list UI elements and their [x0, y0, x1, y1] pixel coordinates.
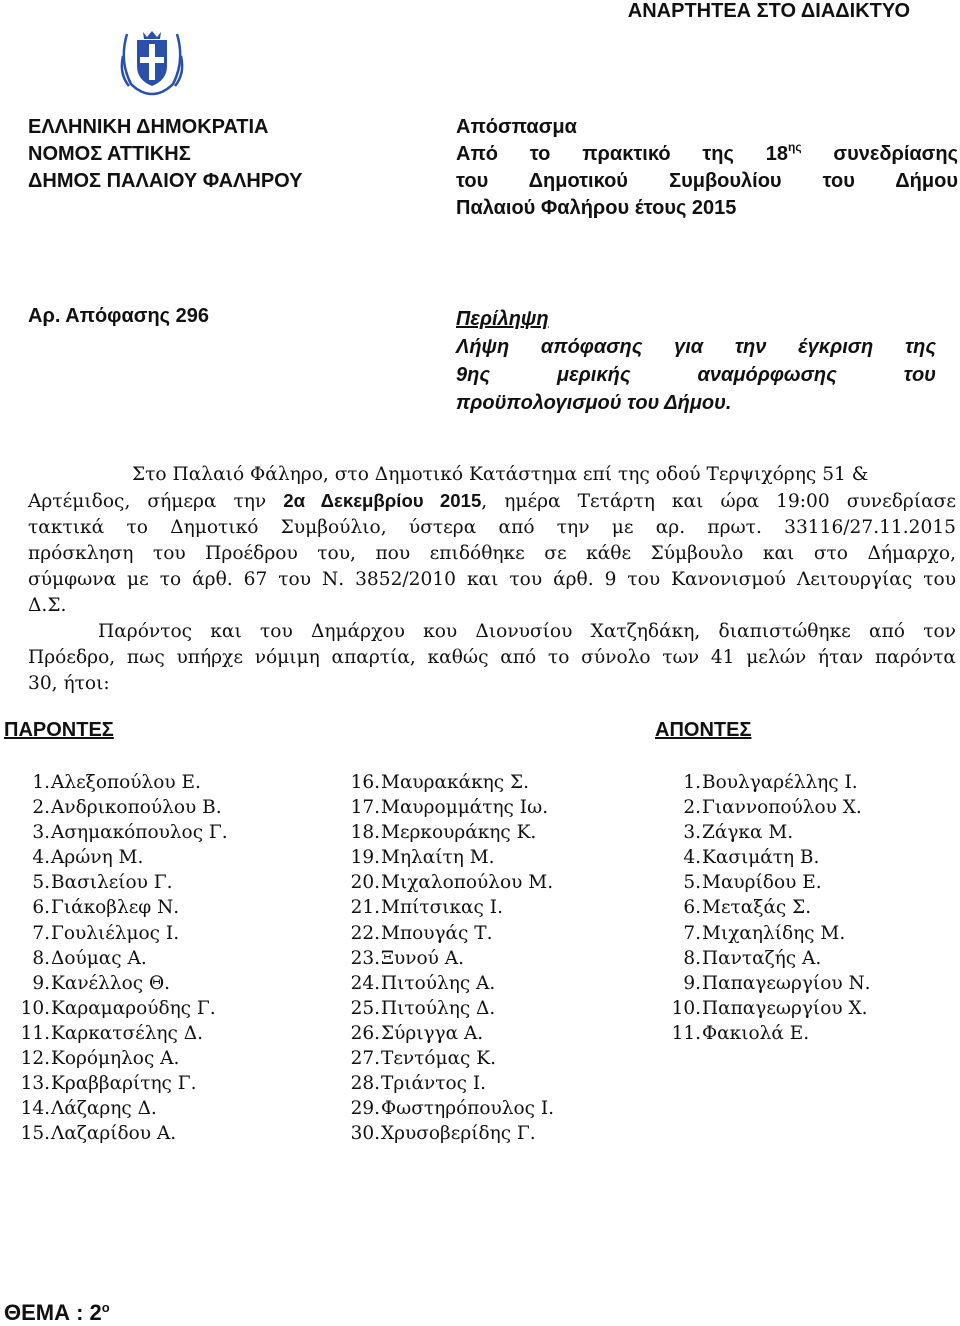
member-item	[16, 921, 228, 946]
extract-line: του Δημοτικού Συμβουλίου του Δήμου	[456, 170, 958, 192]
member-name: Πανταζής Α.	[702, 947, 822, 969]
member-number: 27.	[350, 1048, 380, 1070]
member-number: 20.	[350, 872, 380, 894]
member-number: 5.	[32, 872, 50, 894]
member-number: 12.	[20, 1048, 50, 1070]
member-name: Ξυνού Α.	[381, 947, 465, 969]
member-number: 9.	[32, 972, 50, 994]
member-name: Μηλαίτη Μ.	[381, 847, 495, 869]
member-name: Μπίτσικας Ι.	[381, 897, 503, 919]
member-item	[16, 870, 228, 895]
member-item	[346, 946, 554, 971]
member-item	[667, 795, 871, 820]
member-item	[346, 1021, 554, 1046]
member-name: Γιαννοπούλου Χ.	[702, 797, 862, 819]
member-number: 14.	[20, 1098, 50, 1120]
member-item	[346, 1071, 554, 1096]
member-name: Γιάκοβλεφ Ν.	[51, 897, 180, 919]
member-item	[346, 795, 554, 820]
member-name: Μπουγάς Τ.	[381, 922, 493, 944]
body-line: 30, ήτοι:	[28, 673, 110, 694]
member-item	[16, 770, 228, 795]
body-line: Στο Παλαιό Φάληρο, στο Δημοτικό Κατάστημα επί της οδού Τερψιχόρης 51 &	[132, 464, 869, 485]
member-number: 11.	[671, 1022, 701, 1044]
member-name: Βασιλείου Γ.	[51, 872, 173, 894]
member-number: 16.	[350, 772, 380, 793]
body-line: πρόσκληση του Προέδρου του, που επιδόθηκε σε κάθε Σύμβουλο και στο Δήμαρχο,	[28, 543, 956, 564]
ordinal-suffix: ο	[101, 1300, 110, 1315]
member-item	[346, 996, 554, 1021]
member-item	[16, 946, 228, 971]
member-name: Καρκατσέλης Δ.	[51, 1022, 203, 1044]
member-number: 10.	[20, 997, 50, 1019]
extract-line	[456, 141, 958, 168]
member-item	[16, 895, 228, 920]
summary-line: Λήψη απόφασης για την έγκριση της	[456, 336, 936, 358]
present-heading: ΠΑΡΟΝΤΕΣ	[4, 719, 114, 741]
member-name: Ασημακόπουλος Γ.	[51, 822, 228, 844]
summary-title: Περίληψη	[456, 308, 549, 330]
member-number: 19.	[350, 847, 380, 869]
body-line: τακτικά το Δημοτικό Συμβούλιο, ύστερα από την με αρ. πρωτ. 33116/27.11.2015	[28, 517, 956, 538]
member-number: 3.	[683, 822, 701, 844]
member-item	[667, 946, 871, 971]
authority-line: ΕΛΛΗΝΙΚΗ ΔΗΜΟΚΡΑΤΙΑ	[28, 116, 269, 138]
member-item	[346, 820, 554, 845]
publication-label: ΑΝΑΡΤΗΤΕΑ ΣΤΟ ΔΙΑΔΙΚΤΥΟ	[627, 0, 910, 22]
member-name: Καραμαρούδης Γ.	[51, 997, 216, 1019]
body-line: Δ.Σ.	[28, 595, 67, 616]
member-item	[16, 1071, 228, 1096]
member-name: Ζάγκα Μ.	[702, 822, 794, 844]
member-item	[667, 971, 871, 996]
member-name: Δούμας Α.	[51, 947, 147, 969]
member-name: Κορόμηλος Α.	[51, 1048, 180, 1070]
member-name: Λάζαρης Δ.	[51, 1098, 157, 1120]
ordinal-suffix: ης	[787, 140, 802, 154]
member-item	[667, 820, 871, 845]
member-name: Γουλιέλμος Ι.	[51, 922, 180, 944]
member-name: Χρυσοβερίδης Γ.	[381, 1123, 536, 1145]
member-number: 30.	[350, 1123, 380, 1145]
member-name: Παπαγεωργίου Χ.	[702, 997, 868, 1019]
member-number: 6.	[32, 897, 50, 919]
member-item	[16, 845, 228, 870]
member-number: 7.	[32, 922, 50, 944]
decision-number: Αρ. Απόφασης 296	[28, 305, 209, 327]
absent-heading: ΑΠΟΝΤΕΣ	[655, 719, 752, 741]
member-item	[16, 971, 228, 996]
authority-line: ΝΟΜΟΣ ΑΤΤΙΚΗΣ	[28, 143, 191, 165]
member-name: Λαζαρίδου Α.	[51, 1123, 177, 1145]
member-item	[16, 820, 228, 845]
member-item	[346, 770, 554, 795]
extract-heading	[456, 114, 958, 222]
member-number: 2.	[32, 797, 50, 819]
member-item	[667, 770, 871, 795]
member-number: 22.	[350, 922, 380, 944]
member-name: Πιτούλης Α.	[381, 972, 496, 994]
member-item	[346, 845, 554, 870]
member-name: Βουλγαρέλλης Ι.	[702, 772, 858, 793]
member-number: 11.	[20, 1022, 50, 1044]
member-item	[667, 895, 871, 920]
member-name: Μαυρίδου Ε.	[702, 872, 822, 894]
member-name: Κασιμάτη Β.	[702, 847, 820, 869]
member-name: Πιτούλης Δ.	[381, 997, 496, 1019]
member-number: 4.	[683, 847, 701, 869]
member-item	[346, 895, 554, 920]
body-line	[28, 488, 956, 515]
member-number: 25.	[350, 997, 380, 1019]
member-item	[16, 1046, 228, 1071]
member-number: 2.	[683, 797, 701, 819]
member-number: 1.	[683, 772, 701, 793]
member-number: 21.	[350, 897, 380, 919]
member-name: Μιχαλοπούλου Μ.	[381, 872, 554, 894]
summary-line: 9ης μερικής αναμόρφωσης του	[456, 364, 936, 386]
member-name: Τεντόμας Κ.	[381, 1048, 497, 1070]
member-number: 9.	[683, 972, 701, 994]
present-members-list	[16, 770, 228, 1146]
member-name: Μερκουράκης Κ.	[381, 822, 537, 844]
body-text: , ημέρα Τετάρτη και ώρα 19:00 συνεδρίασε	[481, 491, 956, 512]
member-name: Τριάντος Ι.	[381, 1073, 487, 1095]
member-item	[346, 870, 554, 895]
member-name: Αρώνη Μ.	[51, 847, 144, 869]
body-line: σύμφωνα με το άρθ. 67 του Ν. 3852/2010 και του άρθ. 9 του Κανονισμού Λειτουργίας του	[28, 569, 956, 590]
member-number: 5.	[683, 872, 701, 894]
member-item	[16, 795, 228, 820]
member-item	[346, 971, 554, 996]
member-number: 7.	[683, 922, 701, 944]
body-line: Πρόεδρο, πως υπήρχε νόμιμη απαρτία, καθώς από το σύνολο των 41 μελών ήταν παρόντα	[28, 647, 956, 668]
summary-line: προϋπολογισμού του Δήμου.	[456, 392, 732, 414]
member-item	[346, 921, 554, 946]
member-number: 28.	[350, 1073, 380, 1095]
member-name: Φωστηρόπουλος Ι.	[381, 1098, 555, 1120]
decision-summary	[456, 305, 936, 417]
member-number: 13.	[20, 1073, 50, 1095]
member-number: 23.	[350, 947, 380, 969]
extract-text: Από το πρακτικό της 18	[456, 143, 788, 165]
member-name: Ανδρικοπούλου Β.	[51, 797, 222, 819]
greek-coat-of-arms-icon	[117, 26, 187, 96]
member-item	[16, 1121, 228, 1146]
extract-text: συνεδρίασης	[801, 143, 958, 165]
member-number: 24.	[350, 972, 380, 994]
member-number: 17.	[350, 797, 380, 819]
member-number: 29.	[350, 1098, 380, 1120]
member-name: Παπαγεωργίου Ν.	[702, 972, 871, 994]
member-item	[667, 870, 871, 895]
member-number: 26.	[350, 1022, 380, 1044]
member-number: 8.	[32, 947, 50, 969]
topic-label: ΘΕΜΑ : 2	[4, 1300, 102, 1325]
extract-line: Παλαιού Φαλήρου έτους 2015	[456, 197, 737, 219]
member-item	[667, 921, 871, 946]
member-item	[16, 996, 228, 1021]
member-item	[16, 1096, 228, 1121]
agenda-topic	[4, 1300, 110, 1326]
member-item	[346, 1096, 554, 1121]
member-number: 4.	[32, 847, 50, 869]
member-name: Μεταξάς Σ.	[702, 897, 812, 919]
member-number: 8.	[683, 947, 701, 969]
member-item	[346, 1121, 554, 1146]
member-item	[667, 996, 871, 1021]
absent-members-list	[667, 770, 871, 1046]
member-name: Σύριγγα Α.	[381, 1022, 484, 1044]
member-item	[346, 1046, 554, 1071]
present-members-list	[346, 770, 554, 1146]
member-name: Μαυρακάκης Σ.	[381, 772, 529, 793]
member-item	[16, 1021, 228, 1046]
member-number: 1.	[32, 772, 50, 793]
extract-title: Απόσπασμα	[456, 116, 577, 138]
member-number: 3.	[32, 822, 50, 844]
member-item	[667, 1021, 871, 1046]
issuing-authority	[28, 114, 303, 195]
meeting-date: 2α Δεκεμβρίου 2015	[283, 490, 482, 511]
member-name: Μιχαηλίδης Μ.	[702, 922, 846, 944]
authority-line: ΔΗΜΟΣ ΠΑΛΑΙΟΥ ΦΑΛΗΡΟΥ	[28, 170, 303, 192]
body-text: Αρτέμιδος, σήμερα την	[28, 491, 284, 512]
member-name: Κραββαρίτης Γ.	[51, 1073, 197, 1095]
member-name: Αλεξοπούλου Ε.	[51, 772, 201, 793]
member-number: 6.	[683, 897, 701, 919]
member-item	[667, 845, 871, 870]
member-name: Φακιολά Ε.	[702, 1022, 810, 1044]
member-name: Κανέλλος Θ.	[51, 972, 171, 994]
member-name: Μαυρομμάτης Ιω.	[381, 797, 549, 819]
member-number: 10.	[671, 997, 701, 1019]
member-number: 15.	[20, 1123, 50, 1145]
member-number: 18.	[350, 822, 380, 844]
minutes-body	[28, 462, 956, 697]
body-line: Παρόντος και του Δημάρχου κου Διονυσίου Χατζηδάκη, διαπιστώθηκε από τον	[98, 621, 956, 642]
